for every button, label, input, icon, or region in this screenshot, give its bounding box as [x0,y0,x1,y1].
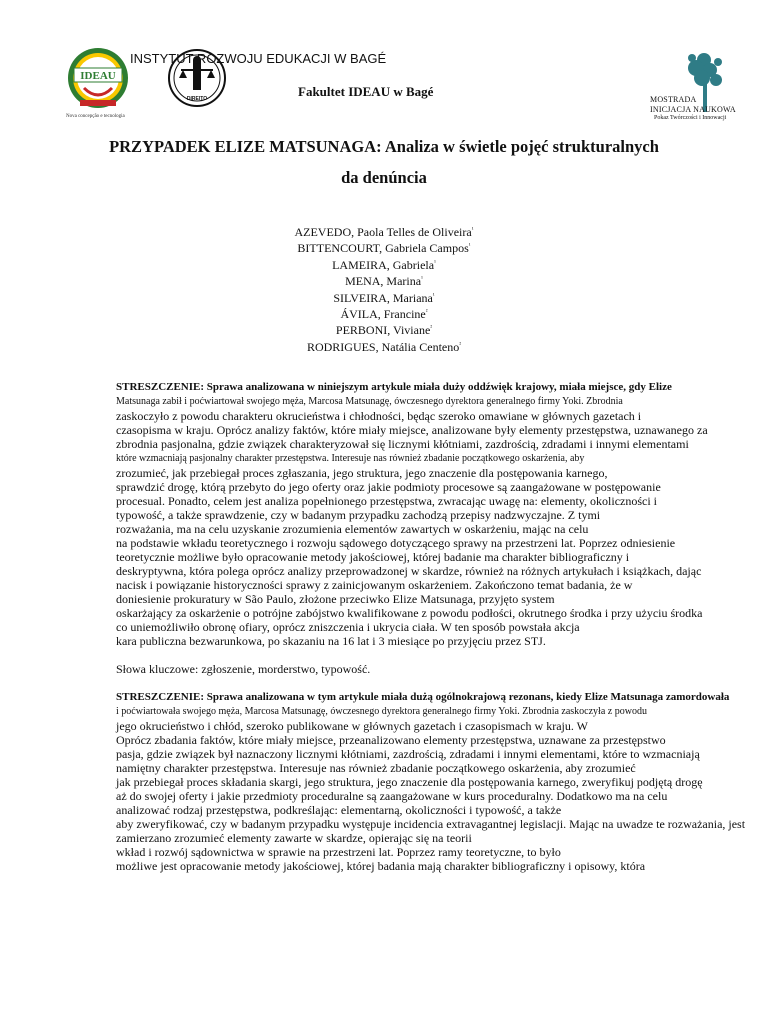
abstract-2-line: i poćwiartowała swojego męża, Marcosa Matsunagę, ówczesnego dyrektora generalnego firmy Yoki. Zbrodnia zaskoczyła z powodu [116,706,647,717]
abstract-1-line: typowość, a także sprawdzenie, czy w badanym przypadku zachodzą przepisy nadzwyczajne. Z tymi [116,508,601,522]
paper-title-line1: PRZYPADEK ELIZE MATSUNAGA: Analiza w świetle pojęć strukturalnych [109,137,659,156]
abstract-2-line: jak przebiegał proces składania skargi, jego struktura, jego znaczenie dla postępowania karnego, zweryfikuj podjętą drogę [116,775,703,789]
abstract-1-line: Matsunaga zabił i poćwiartował swojego męża, Marcosa Matsunagę, ówczesnego dyrektora generalnego firmy Yoki. Zbrodnia [116,396,623,407]
abstract-1-lead: STRESZCZENIE: Sprawa analizowana w niniejszym artykule miała duży oddźwięk krajowy, miała miejsce, gdy Elize [116,381,672,393]
author-list [0,223,768,354]
author-entry: ÁVILA, Francine$^{^2}$ [340,307,428,322]
abstract-2-line: zamierzano zrozumieć elementy zawarte w skardze, opierając się na teorii [116,831,472,845]
abstract-1-line: deskryptywna, która polega oprócz analizy przeprowadzonej w skardze, również na różnych artykułach i książkach, dając [116,564,702,578]
author-entry: PERBONI, Viviane$^{^2}$ [335,323,433,338]
abstract-2-line: pasja, gdzie związek był naznaczony licznymi kłótniami, zazdrością, zdradami i innymi elementami, które to wzmacniają [116,747,700,761]
abstract-2-line: analizować rodzaj przestępstwa, podkreślając: elementarną, okoliczności i typowość, a także [116,803,562,817]
abstract-1-line: które wzmacniają pasjonalny charakter przestępstwa. Interesuje nas również zbadanie początkowego oskarżenia, aby [116,453,585,464]
mostrada-subtitle: INICJACJA NAUKOWA [650,105,736,114]
abstract-2-line: namiętny charakter przestępstwa. Interesuje nas również zbadanie początkowego oskarżenia, aby zrozumieć [116,761,636,775]
paper-title-line2: da denúncia [341,168,427,187]
abstract-2-line: Oprócz zbadania faktów, które miały miejsce, przeanalizowano elementy przestępstwa, uznawane za przestępstwo [116,733,666,747]
abstract-1-line: teoretycznie możliwe było opracowanie metody jakościowej, której badanie ma charakter bibliograficzny i [116,550,630,564]
abstract-1-line: zrozumieć, jak przebiegał proces zgłaszania, jego struktura, jego znaczenie dla postępowania karnego, [116,466,608,480]
keywords: Słowa kluczowe: zgłoszenie, morderstwo, typowość. [116,662,371,676]
abstract-2-line: aby zweryfikować, czy w badanym przypadku występuje incidencia extravagantnej legislacji. Mając na uwadze te rozważania, jest [116,817,746,831]
abstract-1-line: nacisk i powiązanie historyczności sprawy z zainicjowanym oskarżeniem. Zakończono temat badania, że w [116,578,633,592]
author-entry: BITTENCOURT, Gabriela Campos$^{^1}$ [297,241,471,256]
abstract-1-line: zbrodnia pasjonalna, gdzie związek charakteryzował się licznymi kłótniami, zazdrością, zdradami i innymi elementami [116,437,689,451]
author-entry: LAMEIRA, Gabriela$^{^1}$ [332,257,436,272]
abstract-1-line: zaskoczyło z powodu charakteru okrucieństwa i chłodności, będąc szeroko omawiane w głównych gazetach i [116,409,642,423]
ideau-caption: Nova concepção e tecnologia [66,114,125,119]
faculty-name: Fakultet IDEAU w Bagé [298,84,434,99]
abstract-2-lead: STRESZCZENIE: Sprawa analizowana w tym artykule miała dużą ogólnokrajową rezonans, kiedy Elize Matsunaga zamordowała [116,691,730,703]
abstract-1-line: oskarżający za oskarżenie o potrójne zabójstwo kwalifikowane z powodu podłości, okrutnego środka i przy użyciu środka [116,606,703,620]
author-entry: AZEVEDO, Paola Telles de Oliveira$^{^1}$ [294,225,474,239]
abstract-1-line: na podstawie wkładu teoretycznego i rozwoju sądowego dotyczącego sprawy na przestrzeni lat. Poprzez odniesienie [116,536,676,550]
author-entry: MENA, Marina$^{^1}$ [345,274,423,289]
abstract-1-line: rozważania, ma na celu uzyskanie zrozumienia elementów zawartych w oskarżeniu, mając na celu [116,522,589,536]
svg-text:DIREITO: DIREITO [186,96,208,102]
ideau-logo [66,44,130,116]
institute-name: INSTYTUT ROZWOJU EDUKACJI W BAGÉ [130,51,387,66]
abstract-2-line: jego okrucieństwo i chłód, szeroko publikowane w głównych gazetach i czasopismach w kraju. W [116,719,588,733]
abstract-2-line: możliwe jest opracowanie metody jakościowej, której badania mają charakter bibliograficzny i opisowy, która [116,859,646,873]
abstract-2-line: aż do swojej oferty i jakie przedmioty proceduralne są zaangażowane w kurs proceduralny. Dodatkowo ma na celu [116,789,668,803]
abstract-1-line: doniesienie prokuratury w São Paulo, złożone przeciwko Elize Matsunaga, przyjęto system [116,592,555,606]
abstract-1-line: co uniemożliwiło obronę ofiary, oprócz zniszczenia i ukrycia ciała. W ten sposób powstała akcja [116,620,580,634]
mostrada-title: MOSTRADA [650,95,697,104]
abstract-1-line: sprawdzić drogę, którą przebyto do jego oferty oraz jakie podmioty procesowe są zaangażowane w postępowanie [116,480,661,494]
svg-text:IDEAU: IDEAU [80,70,116,82]
author-entry: RODRIGUES, Natália Centeno$^{^2}$ [306,339,462,354]
abstract-2-line: wkład i rozwój sądownictwa w sprawie na przestrzeni lat. Poprzez ramy teoretyczne, to było [116,845,561,859]
abstract-1-line: czasopisma w kraju. Oprócz analizy faktów, które miały miejsce, analizowane były elementy przestępstwa, uznawanego za [116,423,708,437]
mostrada-caption: Pokaz Twórczości i Innowacji [654,115,727,121]
abstract-1-line: kara publiczna bezwarunkowa, po skazaniu na 16 lat i 3 miesiące po przyjęciu przez STJ. [116,634,546,648]
abstract-1-line: procesual. Ponadto, celem jest analiza popełnionego przestępstwa, zwracając uwagę na: elementy, okoliczności i [116,494,658,508]
author-entry: SILVEIRA, Mariana$^{^1}$ [333,290,435,305]
